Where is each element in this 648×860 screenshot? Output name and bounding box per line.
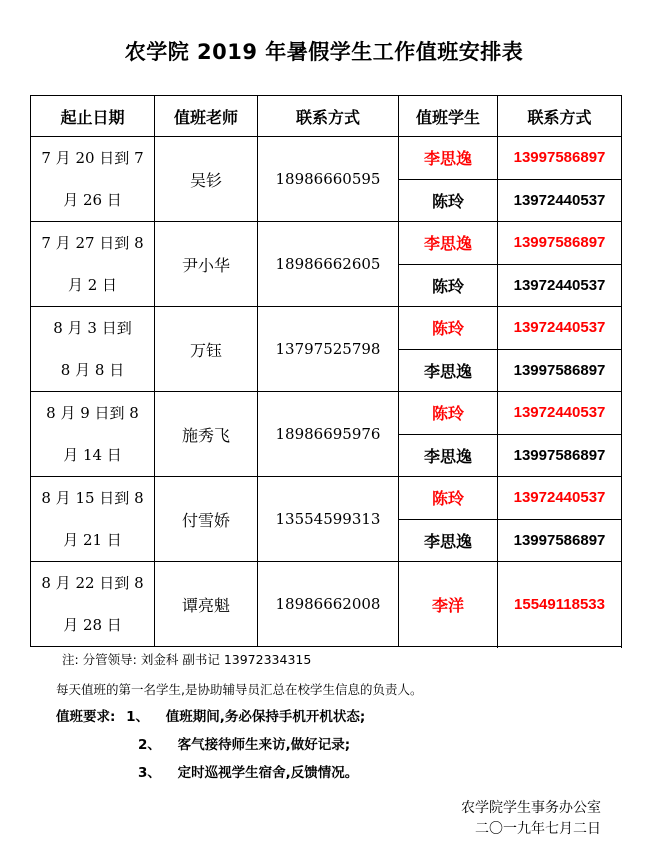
duty-student: 陈玲 bbox=[399, 264, 498, 307]
duty-dates-line1: 7 月 20 日到 7 bbox=[41, 149, 144, 167]
table-row bbox=[31, 392, 622, 435]
duty-dates-line1: 8 月 15 日到 8 bbox=[41, 489, 144, 507]
requirement-3 bbox=[138, 761, 358, 781]
duty-dates-cell bbox=[31, 137, 155, 222]
duty-teacher: 施秀飞 bbox=[155, 392, 258, 477]
table-row bbox=[31, 562, 622, 647]
student-phone: 13997586897 bbox=[498, 519, 622, 562]
student-phone: 13997586897 bbox=[498, 137, 622, 180]
requirement-2 bbox=[138, 733, 350, 753]
student-phone: 15549118533 bbox=[498, 562, 622, 647]
duty-dates-line1: 8 月 3 日到 bbox=[53, 319, 132, 337]
duty-student: 陈玲 bbox=[399, 307, 498, 350]
duty-dates-line2: 月 14 日 bbox=[63, 446, 122, 464]
duty-dates-cell bbox=[31, 562, 155, 647]
duty-dates-cell bbox=[31, 477, 155, 562]
teacher-phone: 18986695976 bbox=[258, 392, 399, 477]
requirement-2-text: 客气接待师生来访,做好记录; bbox=[177, 737, 351, 753]
header-dates: 起止日期 bbox=[31, 96, 155, 137]
requirements-label: 值班要求: bbox=[56, 709, 116, 725]
teacher-phone: 18986662008 bbox=[258, 562, 399, 647]
duty-dates-line2: 月 21 日 bbox=[63, 531, 122, 549]
requirement-1 bbox=[56, 705, 365, 725]
issue-date: 二〇一九年七月二日 bbox=[475, 821, 601, 837]
duty-student: 陈玲 bbox=[399, 179, 498, 222]
duty-dates-line1: 7 月 27 日到 8 bbox=[41, 234, 144, 252]
duty-teacher: 万钰 bbox=[155, 307, 258, 392]
requirement-3-number: 3、 bbox=[138, 765, 161, 781]
duty-dates-cell bbox=[31, 222, 155, 307]
table-row bbox=[31, 477, 622, 520]
duty-student: 李思逸 bbox=[399, 434, 498, 477]
header-student: 值班学生 bbox=[399, 96, 498, 137]
student-phone: 13972440537 bbox=[498, 477, 622, 520]
header-teacher-contact: 联系方式 bbox=[258, 96, 399, 137]
duty-teacher: 尹小华 bbox=[155, 222, 258, 307]
duty-dates-cell bbox=[31, 307, 155, 392]
student-phone: 13972440537 bbox=[498, 179, 622, 222]
duty-teacher: 吴钐 bbox=[155, 137, 258, 222]
duty-student: 李思逸 bbox=[399, 349, 498, 392]
duty-student: 李思逸 bbox=[399, 519, 498, 562]
duty-student: 李思逸 bbox=[399, 222, 498, 265]
signature-block bbox=[461, 798, 601, 840]
table-row bbox=[31, 137, 622, 180]
teacher-phone: 13554599313 bbox=[258, 477, 399, 562]
header-teacher: 值班老师 bbox=[155, 96, 258, 137]
teacher-phone: 13797525798 bbox=[258, 307, 399, 392]
duty-student: 陈玲 bbox=[399, 477, 498, 520]
duty-dates-line2: 8 月 8 日 bbox=[60, 361, 125, 379]
student-phone: 13972440537 bbox=[498, 264, 622, 307]
duty-schedule-table bbox=[30, 95, 622, 647]
duty-dates-line1: 8 月 22 日到 8 bbox=[41, 574, 144, 592]
header-student-contact: 联系方式 bbox=[498, 96, 622, 137]
student-phone: 13997586897 bbox=[498, 222, 622, 265]
teacher-phone: 18986662605 bbox=[258, 222, 399, 307]
requirement-1-text: 值班期间,务必保持手机开机状态; bbox=[165, 709, 366, 725]
duty-teacher: 谭亮魁 bbox=[155, 562, 258, 647]
student-phone: 13997586897 bbox=[498, 349, 622, 392]
student-phone: 13972440537 bbox=[498, 392, 622, 435]
note-first-student: 每天值班的第一名学生,是协助辅导员汇总在校学生信息的负责人。 bbox=[56, 682, 423, 697]
requirement-3-text: 定时巡视学生宿舍,反馈情况。 bbox=[177, 765, 359, 781]
duty-dates-line2: 月 28 日 bbox=[63, 616, 122, 634]
student-phone: 13972440537 bbox=[498, 307, 622, 350]
student-phone: 13997586897 bbox=[498, 434, 622, 477]
table-header-row bbox=[31, 96, 622, 137]
teacher-phone: 18986660595 bbox=[258, 137, 399, 222]
office-name: 农学院学生事务办公室 bbox=[461, 800, 601, 816]
requirement-2-number: 2、 bbox=[138, 737, 161, 753]
duty-dates-line1: 8 月 9 日到 8 bbox=[46, 404, 139, 422]
duty-student: 李思逸 bbox=[399, 137, 498, 180]
table-row bbox=[31, 222, 622, 265]
duty-student: 李洋 bbox=[399, 562, 498, 647]
note-leader: 注: 分管领导: 刘金科 副书记 13972334315 bbox=[62, 652, 312, 667]
duty-dates-line2: 月 26 日 bbox=[63, 191, 122, 209]
page-title: 农学院 2019 年暑假学生工作值班安排表 bbox=[124, 40, 524, 64]
duty-dates-line2: 月 2 日 bbox=[67, 276, 118, 294]
table-row bbox=[31, 307, 622, 350]
duty-student: 陈玲 bbox=[399, 392, 498, 435]
duty-dates-cell bbox=[31, 392, 155, 477]
requirement-1-number: 1、 bbox=[126, 709, 150, 725]
duty-teacher: 付雪娇 bbox=[155, 477, 258, 562]
